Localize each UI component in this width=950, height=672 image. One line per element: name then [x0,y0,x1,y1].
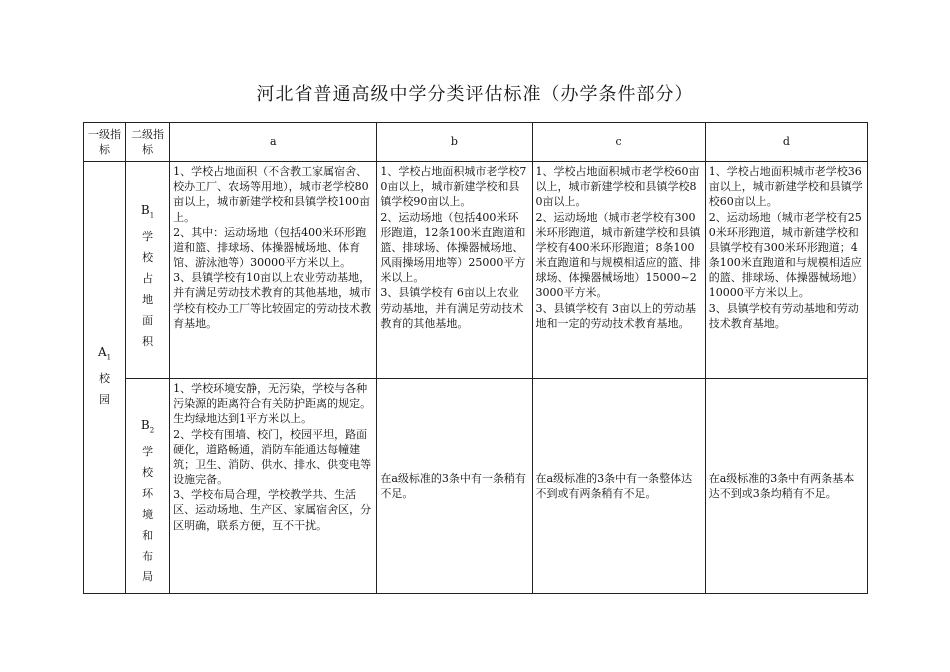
cell-b2-d: 在a级标准的3条中有两条基本达不到或3条均稍有不足。 [705,379,867,594]
header-level1: 一级指标 [84,123,126,162]
table-row [84,162,868,379]
cell-b1-d: 1、学校占地面积城市老学校36亩以上，城市新建学校和县镇学校60亩以上。 2、运动场地（城市老学校有250米环形跑道，城市新建学校和县镇学校有300米环形跑道；4条100米直跑道和与规模相适应的篮、排球场、体操器械场地）10000平方米以上。 3、县镇学校有劳动基地和劳动技术教育基地。 [705,162,867,379]
table-header-row [84,123,868,162]
evaluation-table [83,122,868,594]
level2-name: 学 校 占 地 面 积 [142,230,154,348]
cell-b1-a: 1、学校占地面积（不含教工家属宿舍、校办工厂、农场等用地），城市老学校80亩以上，城市新建学校和县镇学校100亩上。 2、其中：运动场地（包括400米环形跑道和篮、排球场、体操器械场地、体育馆、游泳池等）30000平方米以上。 3、县镇学校有10亩以上农业劳动基地，并有满足劳动技术教育的其他基地，城市学校有校办工厂等比较固定的劳动技术教育基地。 [170,162,377,379]
level2-code: $B_1$ [140,203,155,220]
level2-cell-b1 [126,162,170,379]
header-level2: 二级指标 [126,123,170,162]
cell-b1-c: 1、学校占地面积城市老学校60亩以上，城市新建学校和县镇学校80亩以上。 2、运动场地（城市老学校有300米环形跑道，城市新建学校和县镇学校有400米环形跑道；8条100米直跑道和与规模相适应的篮、排球场、体操器械场地）15000~23000平方米。 3、县镇学校有 3亩以上的劳动基地和一定的劳动技术教育基地。 [532,162,705,379]
header-grade-d: d [705,123,867,162]
header-grade-a: a [170,123,377,162]
header-grade-b: b [377,123,532,162]
level2-cell-b2 [126,379,170,594]
level1-code: $A_1$ [97,345,112,362]
cell-b2-a: 1、学校环境安静，无污染，学校与各种污染源的距离符合有关防护距离的规定。生均绿地达到1平方米以上。 2、学校有围墙、校门，校园平坦，路面硬化，道路畅通，消防车能通达每幢建筑；卫生、消防、供水、排水、供变电等设施完备。 3、学校布局合理，学校教学共、生活区、运动场地、生产区、家属宿舍区，分区明确，联系方便，互不干扰。 [170,379,377,594]
level1-cell [84,162,126,594]
level1-name: 校 园 [99,372,111,407]
level2-code: $B_2$ [140,418,155,435]
cell-b2-b: 在a级标准的3条中有一条稍有不足。 [377,379,532,594]
header-grade-c: c [532,123,705,162]
level2-name: 学 校 环 境 和 布 局 [142,445,154,584]
document-title: 河北省普通高级中学分类评估标准（办学条件部分） [256,84,694,105]
cell-b1-b: 1、学校占地面积城市老学校70亩以上，城市新建学校和县镇学校90亩以上。 2、运动场地（包括400米环形跑道，12条100米直跑道和篮、排球场、体操器械场地、风雨操场用地等）25000平方米以上。 3、县镇学校有 6亩以上农业劳动基地，并有满足劳动技术教育的其他基地。 [377,162,532,379]
table-row [84,379,868,594]
cell-b2-c: 在a级标准的3条中有一条整体达不到或有两条稍有不足。 [532,379,705,594]
